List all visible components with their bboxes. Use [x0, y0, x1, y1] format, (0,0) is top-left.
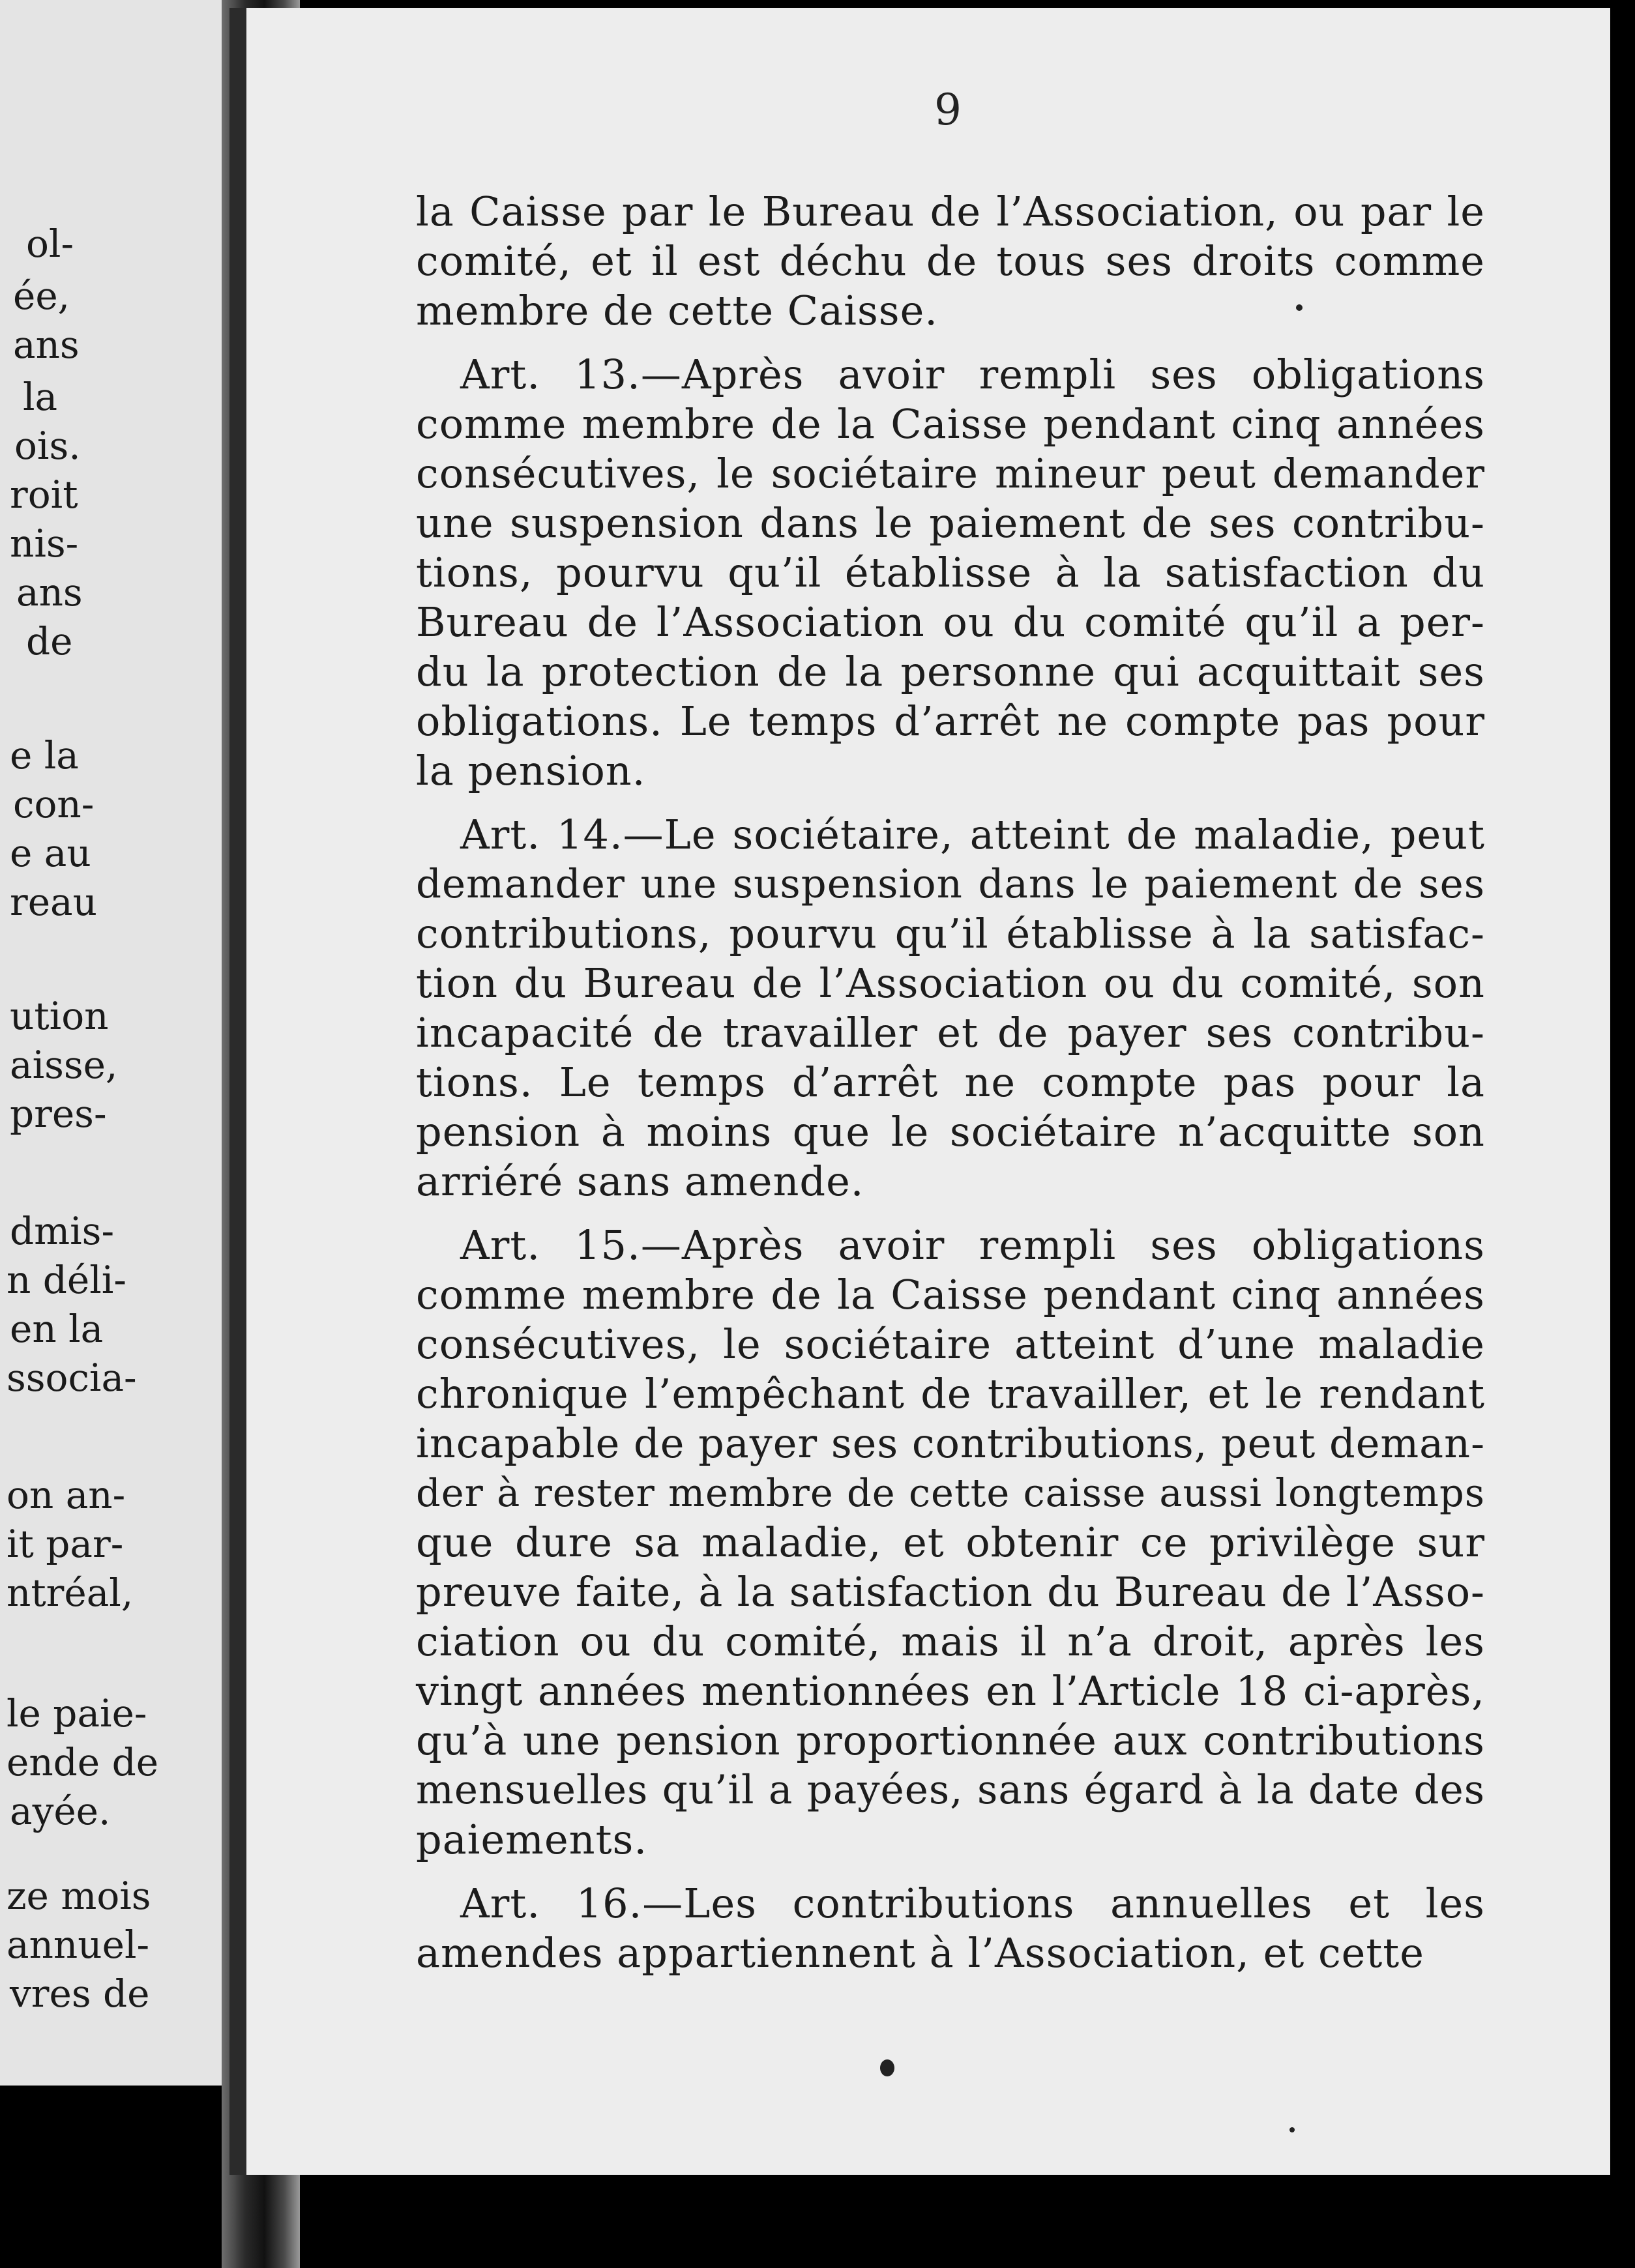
ink-speck: [1289, 2127, 1295, 2132]
text-line: Bureau de l’Association ou du comité qu’il a per-: [416, 598, 1485, 646]
text-line: pension à moins que le sociétaire n’acquitte son: [416, 1108, 1485, 1156]
left-page-fragment: on an-: [7, 1473, 126, 1517]
left-page-fragment: e la: [10, 733, 79, 778]
text-line: consécutives, le sociétaire mineur peut demander: [416, 450, 1485, 497]
text-line: tions. Le temps d’arrêt ne compte pas pour la: [416, 1058, 1485, 1106]
left-page-fragment: ssocia-: [7, 1356, 137, 1400]
left-page-fragment: annuel-: [7, 1923, 150, 1967]
left-page-fragment: ol-: [26, 222, 74, 266]
ink-speck: [1296, 304, 1303, 311]
text-line: membre de cette Caisse.: [416, 287, 938, 334]
left-page-fragment: ans: [16, 570, 83, 615]
left-page-fragment: reau: [10, 880, 97, 924]
left-page-fragment: it par-: [7, 1522, 124, 1566]
text-line: qu’à une pension proportionnée aux contributions: [416, 1717, 1485, 1764]
text-line: comme membre de la Caisse pendant cinq années: [416, 1271, 1485, 1318]
text-line: chronique l’empêchant de travailler, et le rendant: [416, 1370, 1485, 1418]
left-page-fragment: ution: [10, 994, 109, 1038]
text-line: Art. 14.—Le sociétaire, atteint de maladie, peut: [460, 811, 1485, 858]
left-page-fragment: ois.: [14, 424, 81, 468]
text-line: Art. 16.—Les contributions annuelles et les: [460, 1880, 1485, 1927]
paragraph: [416, 810, 1485, 1206]
text-line: une suspension dans le paiement de ses contribu-: [416, 499, 1485, 547]
text-line: la pension.: [416, 747, 646, 794]
paragraph: [416, 187, 1485, 336]
left-page-fragment: dmis-: [10, 1209, 115, 1253]
text-line: Art. 13.—Après avoir rempli ses obligations: [460, 351, 1485, 398]
paragraph: [416, 1879, 1485, 1978]
left-page-fragment: la: [23, 375, 58, 419]
paragraph: [416, 350, 1485, 796]
left-page-fragment: e au: [10, 831, 91, 875]
left-page-fragment: aisse,: [10, 1043, 118, 1087]
body-text: [416, 187, 1485, 1992]
paragraph: [416, 1221, 1485, 1865]
text-line: du la protection de la personne qui acquittait ses: [416, 648, 1485, 695]
text-line: vingt années mentionnées en l’Article 18 ci-après,: [416, 1667, 1485, 1715]
left-page-fragment: roit: [10, 472, 78, 517]
text-line: comme membre de la Caisse pendant cinq années: [416, 400, 1485, 448]
left-page-fragment: ntréal,: [7, 1571, 134, 1615]
text-line: amendes appartiennent à l’Association, et cette: [416, 1929, 1424, 1977]
text-line: preuve faite, à la satisfaction du Bureau de l’Asso-: [416, 1568, 1485, 1616]
text-line: paiements.: [416, 1816, 648, 1863]
text-line: comité, et il est déchu de tous ses droits comme: [416, 237, 1485, 285]
left-page-fragment: vres de: [10, 1971, 150, 2016]
text-line: que dure sa maladie, et obtenir ce privilège sur: [416, 1519, 1485, 1566]
text-line: consécutives, le sociétaire atteint d’une maladie: [416, 1320, 1485, 1368]
left-page-fragment: ze mois: [7, 1874, 151, 1918]
text-line: arriéré sans amende.: [416, 1157, 864, 1205]
ink-speck: [880, 2059, 894, 2076]
left-page-fragment: de: [26, 619, 73, 663]
text-line: demander une suspension dans le paiement de ses: [416, 861, 1485, 907]
left-page-fragment: le paie-: [7, 1691, 147, 1736]
text-line: incapable de payer ses contributions, peut deman-: [416, 1419, 1486, 1467]
text-line: obligations. Le temps d’arrêt ne compte pas pour: [416, 697, 1485, 745]
page-number: 9: [934, 85, 962, 135]
text-line: Art. 15.—Après avoir rempli ses obligations: [460, 1221, 1485, 1269]
left-page-fragment: nis-: [10, 521, 79, 566]
left-page-fragment: n déli-: [7, 1258, 126, 1302]
text-line: mensuelles qu’il a payées, sans égard à la date des: [416, 1767, 1485, 1813]
text-line: ciation ou du comité, mais il n’a droit, après les: [416, 1618, 1485, 1665]
text-line: la Caisse par le Bureau de l’Association, ou par le: [416, 188, 1485, 235]
text-line: der à rester membre de cette caisse aussi longtemps: [416, 1470, 1485, 1515]
left-page-fragment: ende de: [7, 1740, 159, 1784]
main-page: [229, 8, 1610, 2175]
left-page-fragment: ayée.: [10, 1789, 111, 1833]
text-line: tion du Bureau de l’Association ou du comité, son: [416, 959, 1485, 1007]
left-facing-page: [0, 0, 235, 2086]
left-page-fragment: en la: [10, 1307, 104, 1351]
left-page-fragment: pres-: [10, 1092, 107, 1136]
text-line: incapacité de travailler et de payer ses contribu-: [416, 1009, 1485, 1056]
text-line: tions, pourvu qu’il établisse à la satisfaction du: [416, 549, 1485, 596]
left-page-fragment: ée,: [13, 274, 70, 318]
left-page-fragment: ans: [13, 323, 80, 367]
text-line: contributions, pourvu qu’il établisse à la satisfac-: [416, 910, 1485, 957]
left-page-fragment: con-: [13, 782, 95, 826]
